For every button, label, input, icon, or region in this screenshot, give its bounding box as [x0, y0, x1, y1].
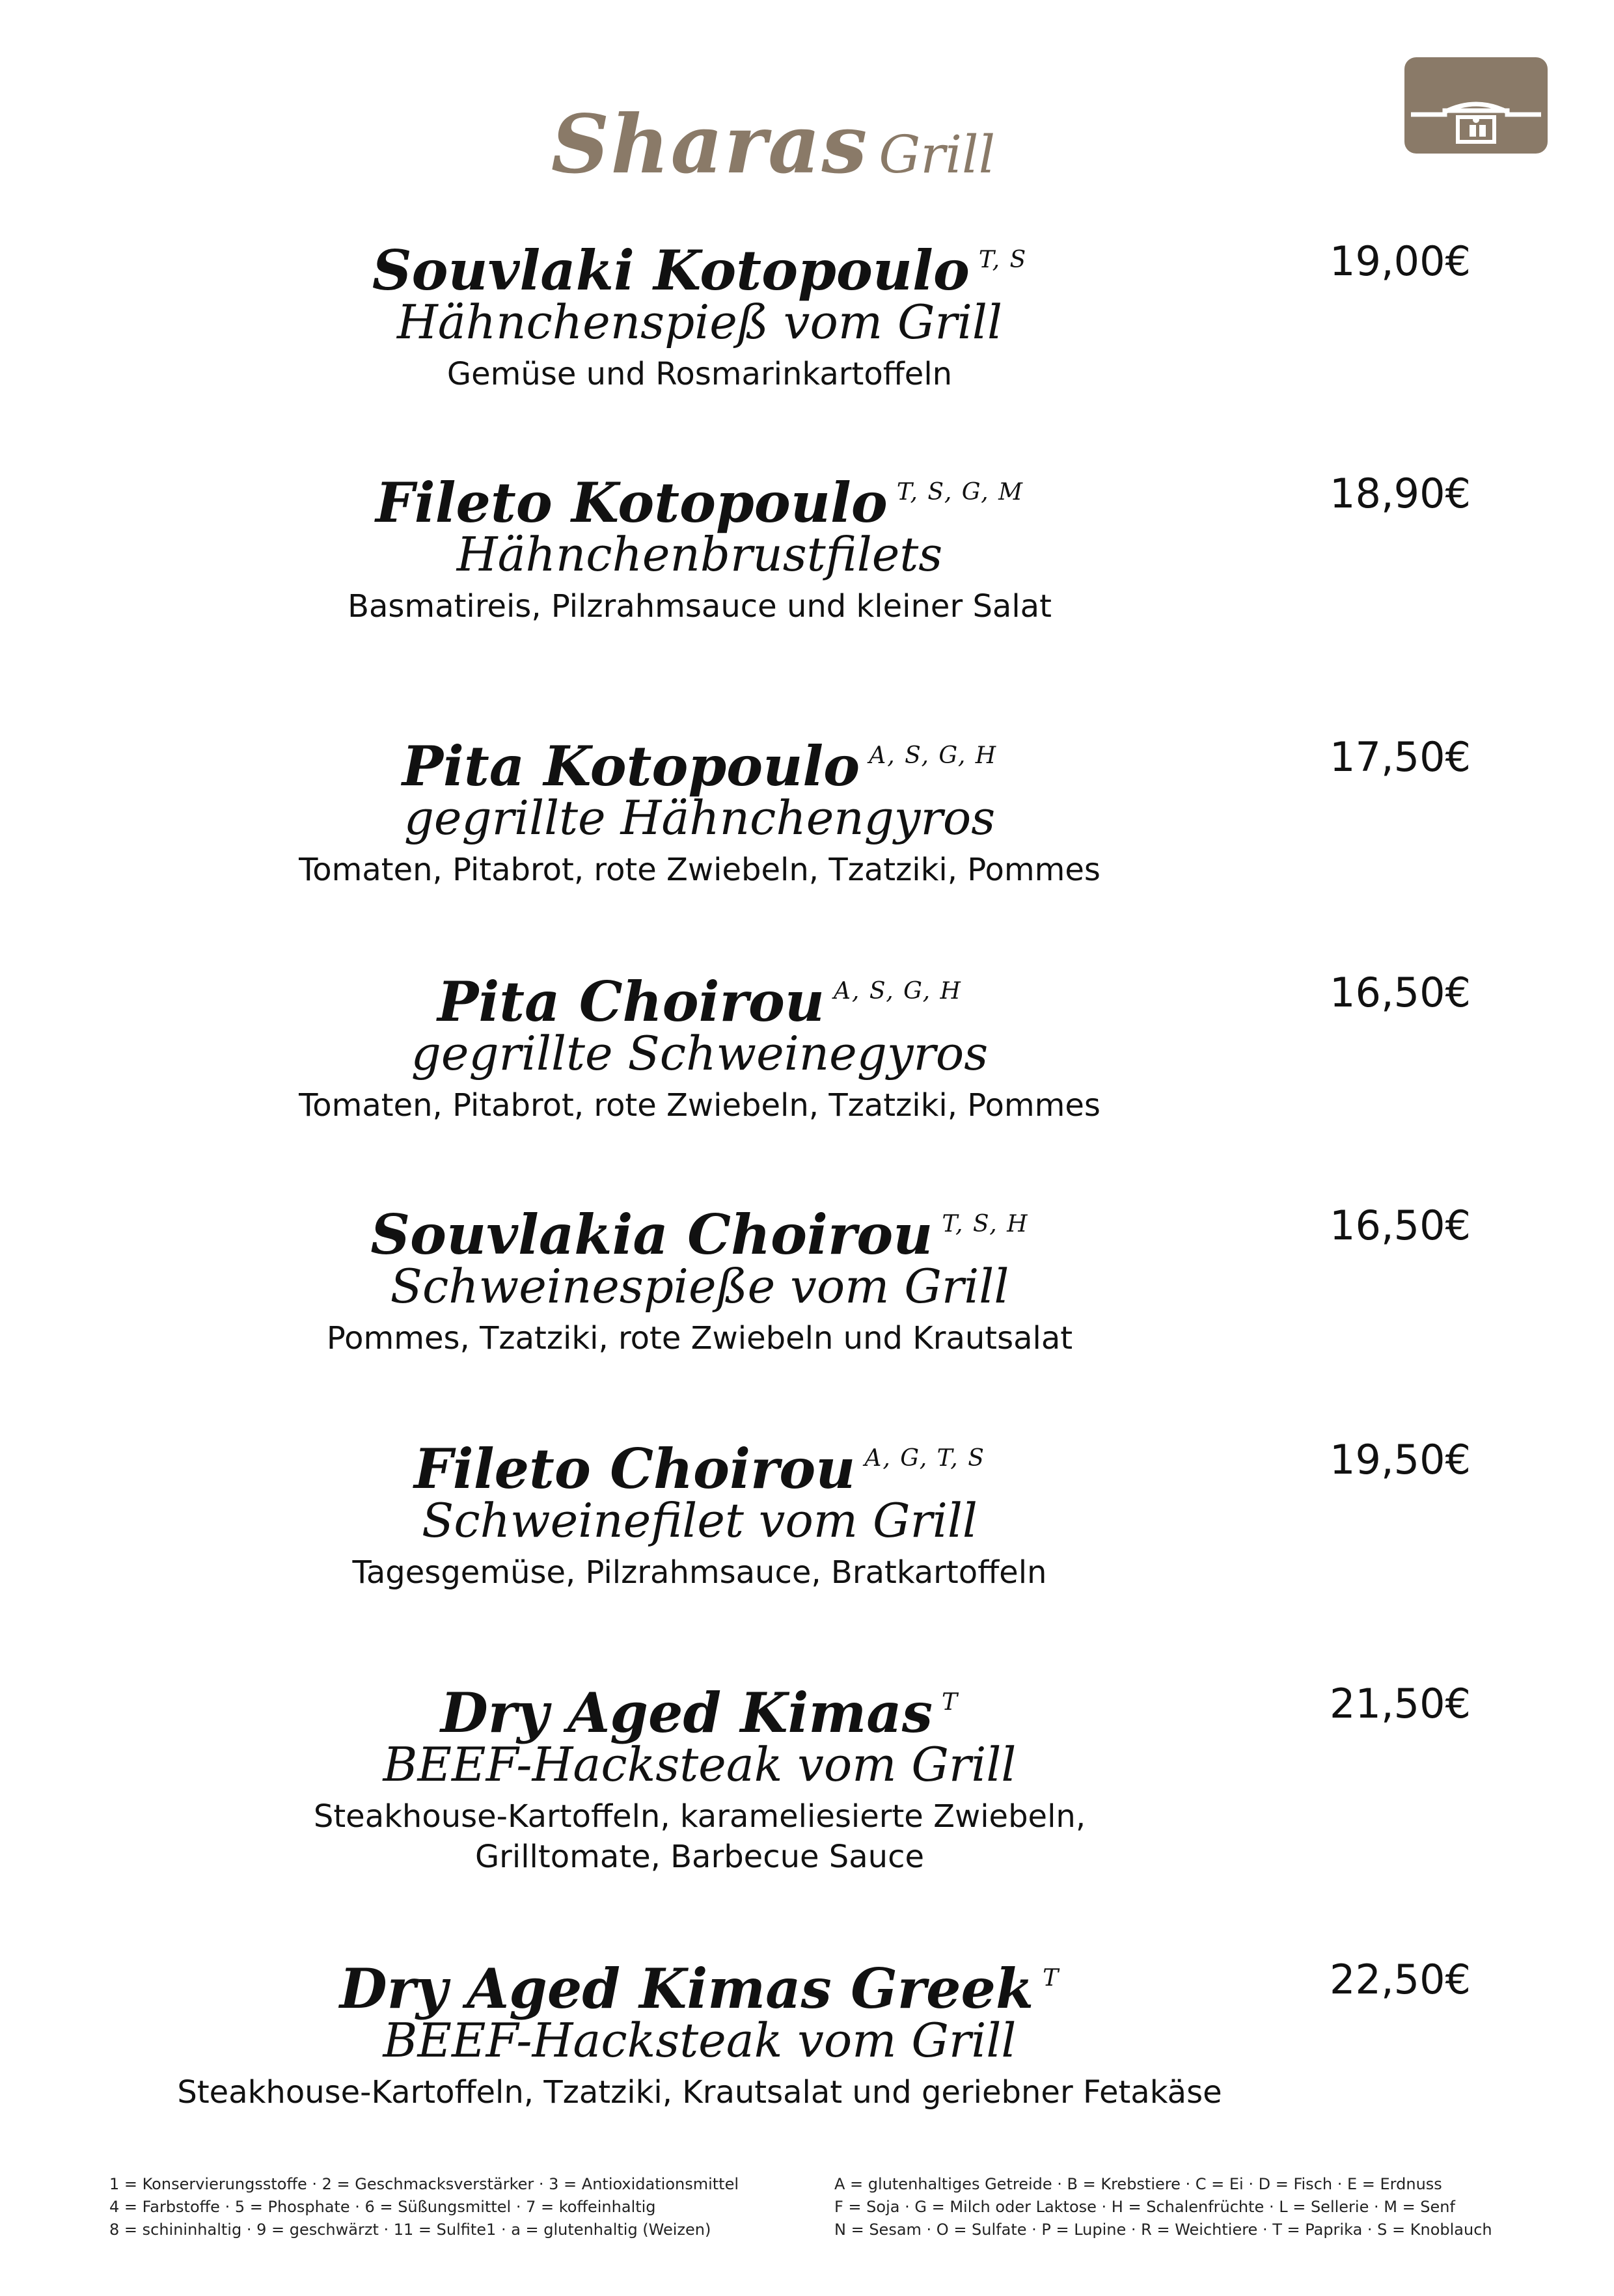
- item-description: [0, 1552, 1399, 1593]
- item-description-line: Tomaten, Pitabrot, rote Zwiebeln, Tzatziki, Pommes: [299, 1087, 1101, 1124]
- item-description-line: Tagesgemüse, Pilzrahmsauce, Bratkartoffeln: [352, 1554, 1047, 1591]
- item-allergens: T: [1043, 1965, 1060, 1992]
- item-allergens: T, S, H: [942, 1211, 1029, 1237]
- additives-legend: [109, 2173, 739, 2241]
- item-subtitle: gegrillte Hähnchengyros: [404, 790, 996, 845]
- item-subtitle: BEEF-Hacksteak vom Grill: [383, 1737, 1017, 1792]
- item-price: 19,50€: [1330, 1436, 1471, 1483]
- item-allergens: A, G, T, S: [864, 1445, 985, 1472]
- item-price: 21,50€: [1330, 1680, 1471, 1727]
- legend-line: 1 = Konservierungsstoffe · 2 = Geschmacksverstärker · 3 = Antioxidationsmittel: [109, 2175, 739, 2193]
- item-name: Dry Aged Kimas: [440, 1681, 933, 1745]
- page-title: [0, 98, 1546, 192]
- item-price: 17,50€: [1330, 733, 1471, 781]
- item-description: [0, 1085, 1399, 1126]
- item-subtitle: gegrillte Schweinegyros: [411, 1026, 989, 1081]
- item-allergens: T, S: [978, 247, 1028, 273]
- item-price: 16,50€: [1330, 969, 1471, 1016]
- item-price: 18,90€: [1330, 470, 1471, 517]
- legend-line: F = Soja · G = Milch oder Laktose · H = Schalenfrüchte · L = Sellerie · M = Senf: [834, 2198, 1455, 2216]
- item-description: [0, 1318, 1399, 1358]
- item-name-line: [0, 723, 1399, 799]
- item-description: [0, 1796, 1399, 1877]
- legend-line: 4 = Farbstoffe · 5 = Phosphate · 6 = Süßungsmittel · 7 = koffeinhaltig: [109, 2198, 656, 2216]
- item-allergens: A, S, G, H: [869, 742, 998, 769]
- item-subtitle: Schweinespieße vom Grill: [390, 1259, 1009, 1314]
- item-description-line: Steakhouse-Kartoffeln, karameliesierte Zwiebeln,: [313, 1798, 1086, 1835]
- item-name-line: [0, 1670, 1399, 1746]
- item-name: Pita Kotopoulo: [402, 734, 860, 798]
- legend-line: A = glutenhaltiges Getreide · B = Krebstiere · C = Ei · D = Fisch · E = Erdnuss: [834, 2175, 1442, 2193]
- item-description: [0, 2072, 1399, 2113]
- title-sub: Grill: [879, 124, 996, 185]
- item-name: Souvlaki Kotopoulo: [372, 238, 970, 303]
- item-price: 19,00€: [1330, 237, 1471, 285]
- item-name: Pita Choirou: [437, 969, 825, 1034]
- item-name-line: [0, 228, 1399, 303]
- item-allergens: A, S, G, H: [833, 978, 962, 1005]
- item-price: 22,50€: [1330, 1956, 1471, 2003]
- item-description: [0, 586, 1399, 627]
- item-subtitle: Schweinefilet vom Grill: [422, 1493, 978, 1548]
- item-subtitle: Hähnchenspieß vom Grill: [397, 295, 1002, 349]
- item-subtitle: BEEF-Hacksteak vom Grill: [383, 2013, 1017, 2068]
- allergens-legend: [834, 2173, 1492, 2241]
- item-name-line: [0, 1192, 1399, 1267]
- item-price: 16,50€: [1330, 1202, 1471, 1249]
- legend-line: 8 = schininhaltig · 9 = geschwärzt · 11 = Sulfite1 · a = glutenhaltig (Weizen): [109, 2221, 711, 2239]
- item-description-line: Gemüse und Rosmarinkartoffeln: [446, 356, 953, 392]
- item-subtitle: Hähnchenbrustfilets: [456, 527, 943, 582]
- item-name-line: [0, 959, 1399, 1034]
- item-allergens: T, S, G, M: [896, 479, 1024, 506]
- item-name: Fileto Choirou: [414, 1437, 856, 1501]
- item-name: Souvlakia Choirou: [370, 1202, 933, 1267]
- legend-line: N = Sesam · O = Sulfate · P = Lupine · R = Weichtiere · T = Paprika · S = Knoblauch: [834, 2221, 1492, 2239]
- item-name: Dry Aged Kimas Greek: [339, 1956, 1034, 2021]
- item-description-line: Steakhouse-Kartoffeln, Tzatziki, Krautsalat und geriebner Fetakäse: [177, 2074, 1222, 2111]
- item-description-line: Tomaten, Pitabrot, rote Zwiebeln, Tzatziki, Pommes: [299, 852, 1101, 888]
- item-name-line: [0, 1946, 1399, 2021]
- title-main: Sharas: [551, 98, 869, 192]
- item-name: Fileto Kotopoulo: [376, 470, 888, 535]
- item-description-line: Pommes, Tzatziki, rote Zwiebeln und Krautsalat: [326, 1320, 1073, 1357]
- item-description: [0, 850, 1399, 890]
- item-description-line: Grilltomate, Barbecue Sauce: [474, 1839, 925, 1875]
- item-description-line: Basmatireis, Pilzrahmsauce und kleiner Salat: [348, 588, 1052, 625]
- item-allergens: T: [941, 1689, 959, 1716]
- item-name-line: [0, 1426, 1399, 1502]
- item-description: [0, 354, 1399, 394]
- item-name-line: [0, 460, 1399, 535]
